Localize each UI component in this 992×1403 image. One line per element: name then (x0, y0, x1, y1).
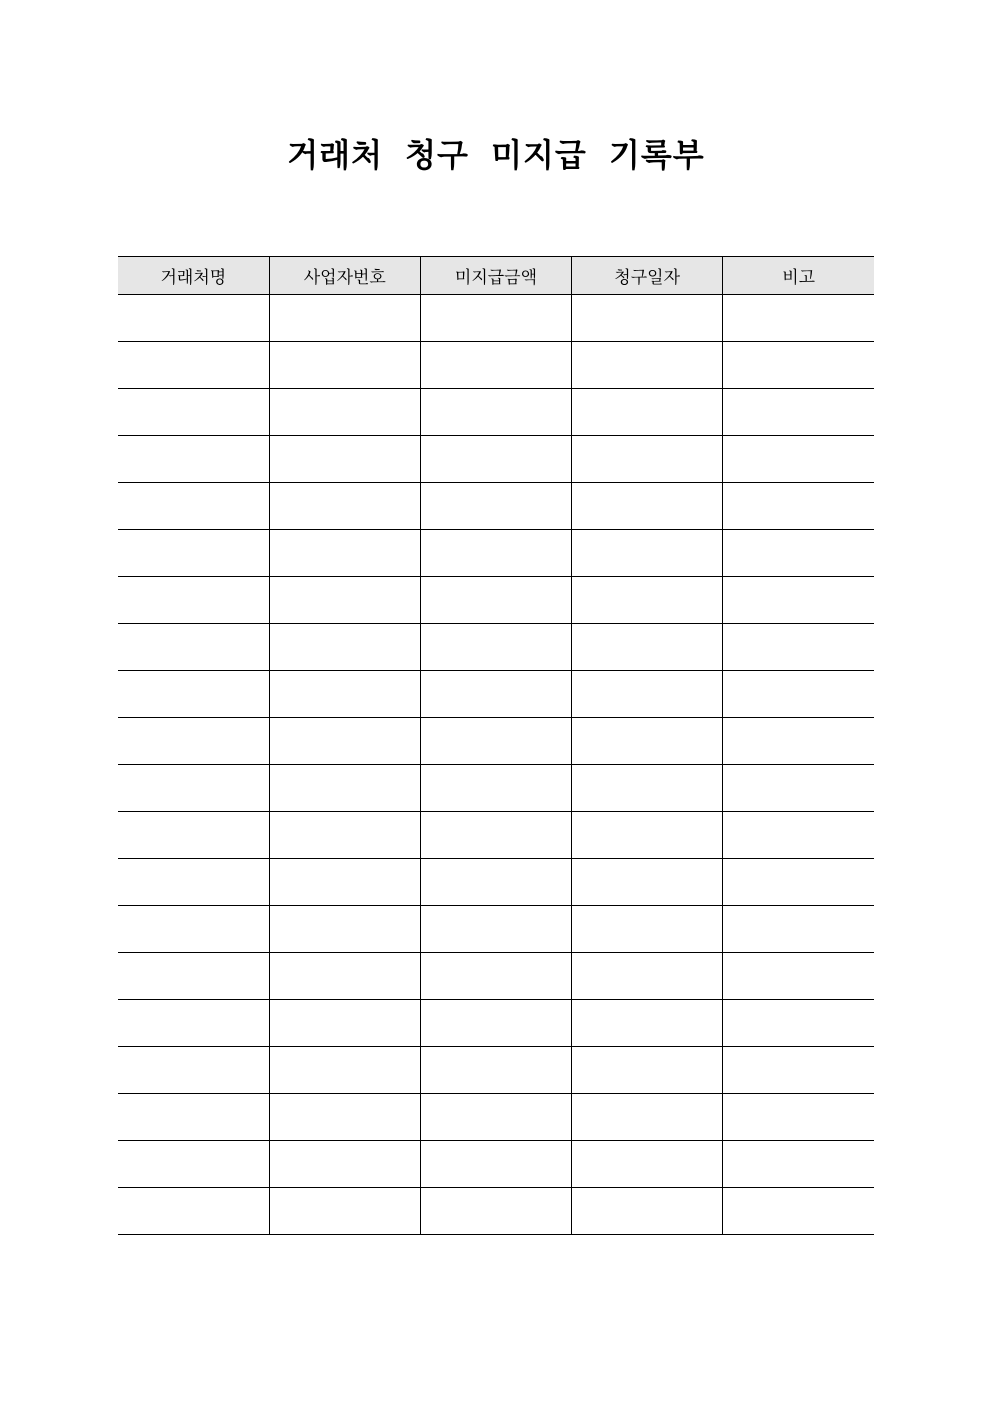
cell-vendor-name[interactable] (118, 436, 269, 483)
cell-business-number[interactable] (269, 436, 420, 483)
cell-billing-date[interactable] (572, 483, 723, 530)
cell-unpaid-amount[interactable] (420, 953, 571, 1000)
cell-billing-date[interactable] (572, 1188, 723, 1235)
cell-business-number[interactable] (269, 718, 420, 765)
cell-unpaid-amount[interactable] (420, 624, 571, 671)
cell-business-number[interactable] (269, 953, 420, 1000)
header-row (118, 257, 874, 295)
cell-business-number[interactable] (269, 530, 420, 577)
cell-vendor-name[interactable] (118, 953, 269, 1000)
page-title: 거래처 청구 미지급 기록부 (287, 136, 705, 174)
cell-vendor-name[interactable] (118, 1188, 269, 1235)
cell-business-number[interactable] (269, 1094, 420, 1141)
cell-unpaid-amount[interactable] (420, 671, 571, 718)
cell-billing-date[interactable] (572, 342, 723, 389)
cell-billing-date[interactable] (572, 1094, 723, 1141)
cell-billing-date[interactable] (572, 1141, 723, 1188)
cell-business-number[interactable] (269, 859, 420, 906)
table-row (118, 812, 874, 859)
cell-unpaid-amount[interactable] (420, 1141, 571, 1188)
cell-remarks[interactable] (723, 389, 874, 436)
cell-vendor-name[interactable] (118, 1000, 269, 1047)
table-row (118, 671, 874, 718)
cell-vendor-name[interactable] (118, 624, 269, 671)
cell-unpaid-amount[interactable] (420, 1094, 571, 1141)
cell-remarks[interactable] (723, 906, 874, 953)
cell-remarks[interactable] (723, 765, 874, 812)
cell-vendor-name[interactable] (118, 342, 269, 389)
cell-vendor-name[interactable] (118, 389, 269, 436)
cell-vendor-name[interactable] (118, 718, 269, 765)
cell-business-number[interactable] (269, 483, 420, 530)
cell-unpaid-amount[interactable] (420, 906, 571, 953)
cell-billing-date[interactable] (572, 718, 723, 765)
cell-unpaid-amount[interactable] (420, 859, 571, 906)
cell-billing-date[interactable] (572, 624, 723, 671)
cell-unpaid-amount[interactable] (420, 1047, 571, 1094)
cell-business-number[interactable] (269, 295, 420, 342)
table-row (118, 906, 874, 953)
table-row (118, 1000, 874, 1047)
cell-remarks[interactable] (723, 295, 874, 342)
cell-unpaid-amount[interactable] (420, 342, 571, 389)
cell-remarks[interactable] (723, 483, 874, 530)
cell-unpaid-amount[interactable] (420, 483, 571, 530)
table-row (118, 295, 874, 342)
cell-unpaid-amount[interactable] (420, 389, 571, 436)
cell-unpaid-amount[interactable] (420, 812, 571, 859)
cell-vendor-name[interactable] (118, 765, 269, 812)
cell-remarks[interactable] (723, 624, 874, 671)
table-row (118, 436, 874, 483)
ledger-table (118, 256, 874, 1235)
cell-vendor-name[interactable] (118, 530, 269, 577)
table-row (118, 859, 874, 906)
cell-billing-date[interactable] (572, 1000, 723, 1047)
column-header-vendor-name: 거래처명 (118, 257, 269, 295)
cell-unpaid-amount[interactable] (420, 765, 571, 812)
ledger-body (118, 295, 874, 1235)
column-header-remarks: 비고 (723, 257, 874, 295)
cell-remarks[interactable] (723, 1094, 874, 1141)
table-row (118, 1094, 874, 1141)
table-row (118, 342, 874, 389)
table-row (118, 718, 874, 765)
cell-unpaid-amount[interactable] (420, 1188, 571, 1235)
cell-remarks[interactable] (723, 530, 874, 577)
cell-remarks[interactable] (723, 1047, 874, 1094)
cell-remarks[interactable] (723, 342, 874, 389)
cell-business-number[interactable] (269, 389, 420, 436)
cell-billing-date[interactable] (572, 577, 723, 624)
cell-billing-date[interactable] (572, 859, 723, 906)
cell-business-number[interactable] (269, 1141, 420, 1188)
cell-unpaid-amount[interactable] (420, 530, 571, 577)
cell-remarks[interactable] (723, 1141, 874, 1188)
cell-vendor-name[interactable] (118, 1094, 269, 1141)
cell-vendor-name[interactable] (118, 1141, 269, 1188)
cell-remarks[interactable] (723, 671, 874, 718)
table-row (118, 389, 874, 436)
cell-billing-date[interactable] (572, 765, 723, 812)
cell-business-number[interactable] (269, 577, 420, 624)
cell-vendor-name[interactable] (118, 906, 269, 953)
cell-unpaid-amount[interactable] (420, 436, 571, 483)
cell-unpaid-amount[interactable] (420, 1000, 571, 1047)
table-row (118, 953, 874, 1000)
cell-billing-date[interactable] (572, 812, 723, 859)
cell-vendor-name[interactable] (118, 295, 269, 342)
cell-business-number[interactable] (269, 812, 420, 859)
cell-billing-date[interactable] (572, 295, 723, 342)
cell-vendor-name[interactable] (118, 859, 269, 906)
cell-billing-date[interactable] (572, 671, 723, 718)
cell-vendor-name[interactable] (118, 483, 269, 530)
table-row (118, 483, 874, 530)
cell-remarks[interactable] (723, 577, 874, 624)
cell-billing-date[interactable] (572, 436, 723, 483)
cell-business-number[interactable] (269, 765, 420, 812)
cell-remarks[interactable] (723, 812, 874, 859)
cell-remarks[interactable] (723, 1188, 874, 1235)
column-header-unpaid-amount: 미지급금액 (420, 257, 571, 295)
table-row (118, 1188, 874, 1235)
cell-unpaid-amount[interactable] (420, 295, 571, 342)
table-row (118, 624, 874, 671)
cell-business-number[interactable] (269, 624, 420, 671)
cell-remarks[interactable] (723, 718, 874, 765)
cell-remarks[interactable] (723, 953, 874, 1000)
cell-vendor-name[interactable] (118, 1047, 269, 1094)
cell-vendor-name[interactable] (118, 577, 269, 624)
cell-business-number[interactable] (269, 1000, 420, 1047)
column-header-billing-date: 청구일자 (572, 257, 723, 295)
cell-vendor-name[interactable] (118, 671, 269, 718)
table-row (118, 577, 874, 624)
cell-billing-date[interactable] (572, 1047, 723, 1094)
cell-billing-date[interactable] (572, 530, 723, 577)
cell-billing-date[interactable] (572, 389, 723, 436)
cell-remarks[interactable] (723, 436, 874, 483)
cell-unpaid-amount[interactable] (420, 577, 571, 624)
cell-remarks[interactable] (723, 1000, 874, 1047)
cell-business-number[interactable] (269, 342, 420, 389)
cell-business-number[interactable] (269, 1188, 420, 1235)
cell-business-number[interactable] (269, 671, 420, 718)
table-row (118, 530, 874, 577)
cell-billing-date[interactable] (572, 906, 723, 953)
column-header-business-number: 사업자번호 (269, 257, 420, 295)
cell-billing-date[interactable] (572, 953, 723, 1000)
cell-business-number[interactable] (269, 906, 420, 953)
cell-remarks[interactable] (723, 859, 874, 906)
cell-business-number[interactable] (269, 1047, 420, 1094)
table-row (118, 1047, 874, 1094)
table-row (118, 765, 874, 812)
cell-vendor-name[interactable] (118, 812, 269, 859)
cell-unpaid-amount[interactable] (420, 718, 571, 765)
table-row (118, 1141, 874, 1188)
